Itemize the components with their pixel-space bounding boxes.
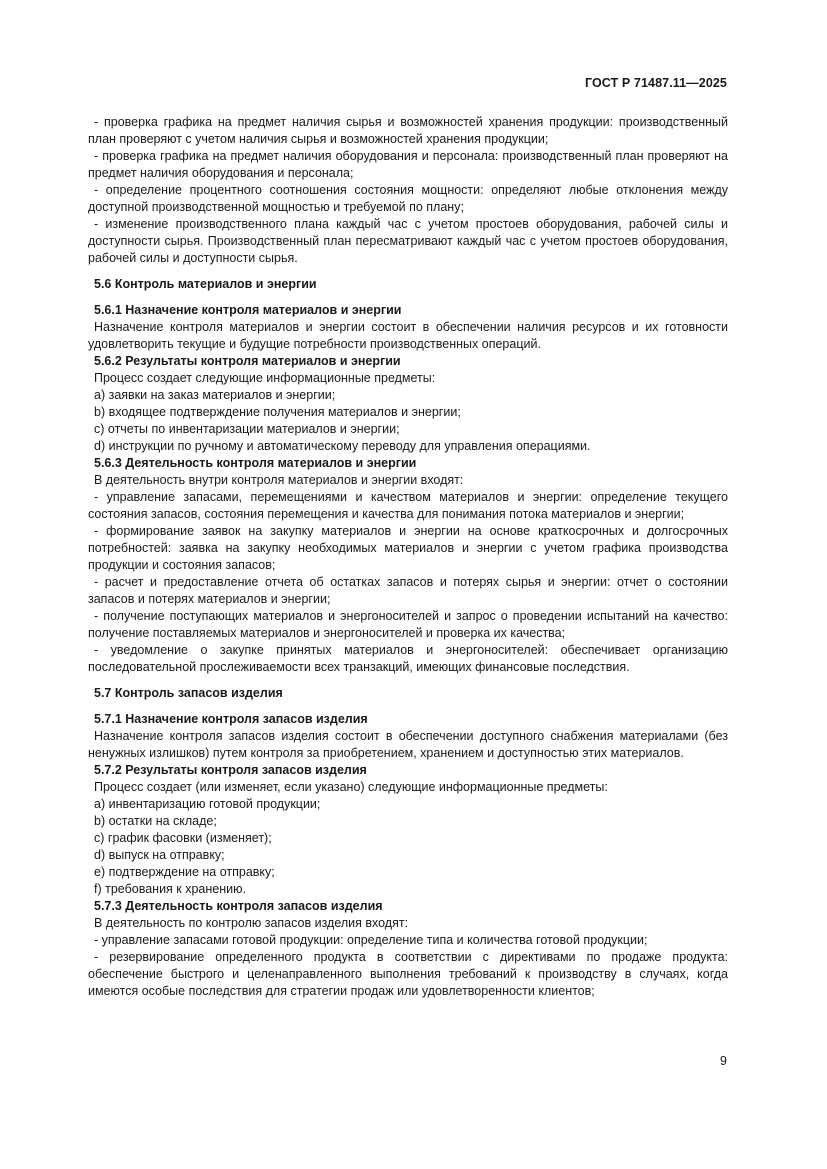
- subsection-heading-5-6-1: 5.6.1 Назначение контроля материалов и энергии: [94, 303, 402, 317]
- intro-list-item: - определение процентного соотношения состояния мощности: определяют любые отклонения между доступной производственной мощностью и требуемой по плану;: [88, 183, 728, 214]
- intro-list-item: - изменение производственного плана каждый час с учетом простоев оборудования, рабочей силы и доступности сырья. Производственный план пересматривают каждый час с учетом простоев оборудования, рабочей силы и доступности сырья.: [88, 217, 728, 265]
- paragraph: Назначение контроля запасов изделия состоит в обеспечении доступного снабжения материалами (без ненужных излишков) путем контроля за приобретением, хранением и доступностью этих материалов.: [88, 729, 728, 760]
- intro-list-item: - проверка графика на предмет наличия оборудования и персонала: производственный план проверяют на предмет наличия оборудования и персонала;: [88, 149, 728, 180]
- list-item: b) остатки на складе;: [94, 814, 217, 828]
- list-item: d) выпуск на отправку;: [94, 848, 225, 862]
- list-item: b) входящее подтверждение получения материалов и энергии;: [94, 405, 461, 419]
- paragraph: Процесс создает следующие информационные предметы:: [94, 371, 436, 385]
- list-item: c) график фасовки (изменяет);: [94, 831, 272, 845]
- paragraph: В деятельность внутри контроля материалов и энергии входят:: [94, 473, 464, 487]
- list-item: d) инструкции по ручному и автоматическому переводу для управления операциями.: [94, 439, 591, 453]
- list-item: - уведомление о закупке принятых материалов и энергоносителей: обеспечивает организацию последовательной прослеживаемости всех транзакций, имеющих финансовые последствия.: [88, 643, 728, 674]
- list-item: - управление запасами готовой продукции: определение типа и количества готовой продукции;: [94, 933, 648, 947]
- list-item: - формирование заявок на закупку материалов и энергии на основе краткосрочных и долгосрочных потребностей: заявка на закупку необходимых материалов и энергии с учетом графика производства продукции и состояния запасов;: [88, 524, 728, 572]
- list-item: - получение поступающих материалов и энергоносителей и запрос о проведении испытаний на качество: получение поставляемых материалов и энергоносителей и проверка их качества;: [88, 609, 728, 640]
- page-body: [88, 114, 728, 1000]
- section-heading-5-7: 5.7 Контроль запасов изделия: [94, 686, 283, 700]
- list-item: - расчет и предоставление отчета об остатках запасов и потерях сырья и энергии: отчет о состоянии запасов и потерях материалов и энергии;: [88, 575, 728, 606]
- intro-list-item: - проверка графика на предмет наличия сырья и возможностей хранения продукции: производственный план проверяют с учетом наличия сырья и возможностей хранения продукции;: [88, 115, 728, 146]
- paragraph: В деятельность по контролю запасов изделия входят:: [94, 916, 409, 930]
- subsection-heading-5-7-1: 5.7.1 Назначение контроля запасов изделия: [94, 712, 368, 726]
- list-item: e) подтверждение на отправку;: [94, 865, 275, 879]
- list-item: c) отчеты по инвентаризации материалов и энергии;: [94, 422, 400, 436]
- paragraph: Назначение контроля материалов и энергии состоит в обеспечении наличия ресурсов и их готовности удовлетворить текущие и будущие потребности производственных операций.: [88, 320, 728, 351]
- subsection-heading-5-7-2: 5.7.2 Результаты контроля запасов изделия: [94, 763, 367, 777]
- subsection-heading-5-6-3: 5.6.3 Деятельность контроля материалов и энергии: [94, 456, 417, 470]
- subsection-heading-5-7-3: 5.7.3 Деятельность контроля запасов изделия: [94, 899, 383, 913]
- list-item: a) заявки на заказ материалов и энергии;: [94, 388, 336, 402]
- paragraph: Процесс создает (или изменяет, если указано) следующие информационные предметы:: [94, 780, 608, 794]
- section-heading-5-6: 5.6 Контроль материалов и энергии: [94, 277, 317, 291]
- subsection-heading-5-6-2: 5.6.2 Результаты контроля материалов и энергии: [94, 354, 401, 368]
- page-number: 9: [720, 1054, 727, 1068]
- list-item: f) требования к хранению.: [94, 882, 246, 896]
- list-item: - резервирование определенного продукта в соответствии с директивами по продаже продукта: обеспечение быстрого и целенаправленного выполнения требований к производству в случаях, когда имеются особые последствия для стратегии продаж или удовлетворенности клиентов;: [88, 950, 728, 998]
- document-code: ГОСТ Р 71487.11—2025: [584, 76, 727, 90]
- list-item: a) инвентаризацию готовой продукции;: [94, 797, 321, 811]
- list-item: - управление запасами, перемещениями и качеством материалов и энергии: определение текущего состояния запасов, состояния перемещения и качества для понимания потока материалов и энергии;: [88, 490, 728, 521]
